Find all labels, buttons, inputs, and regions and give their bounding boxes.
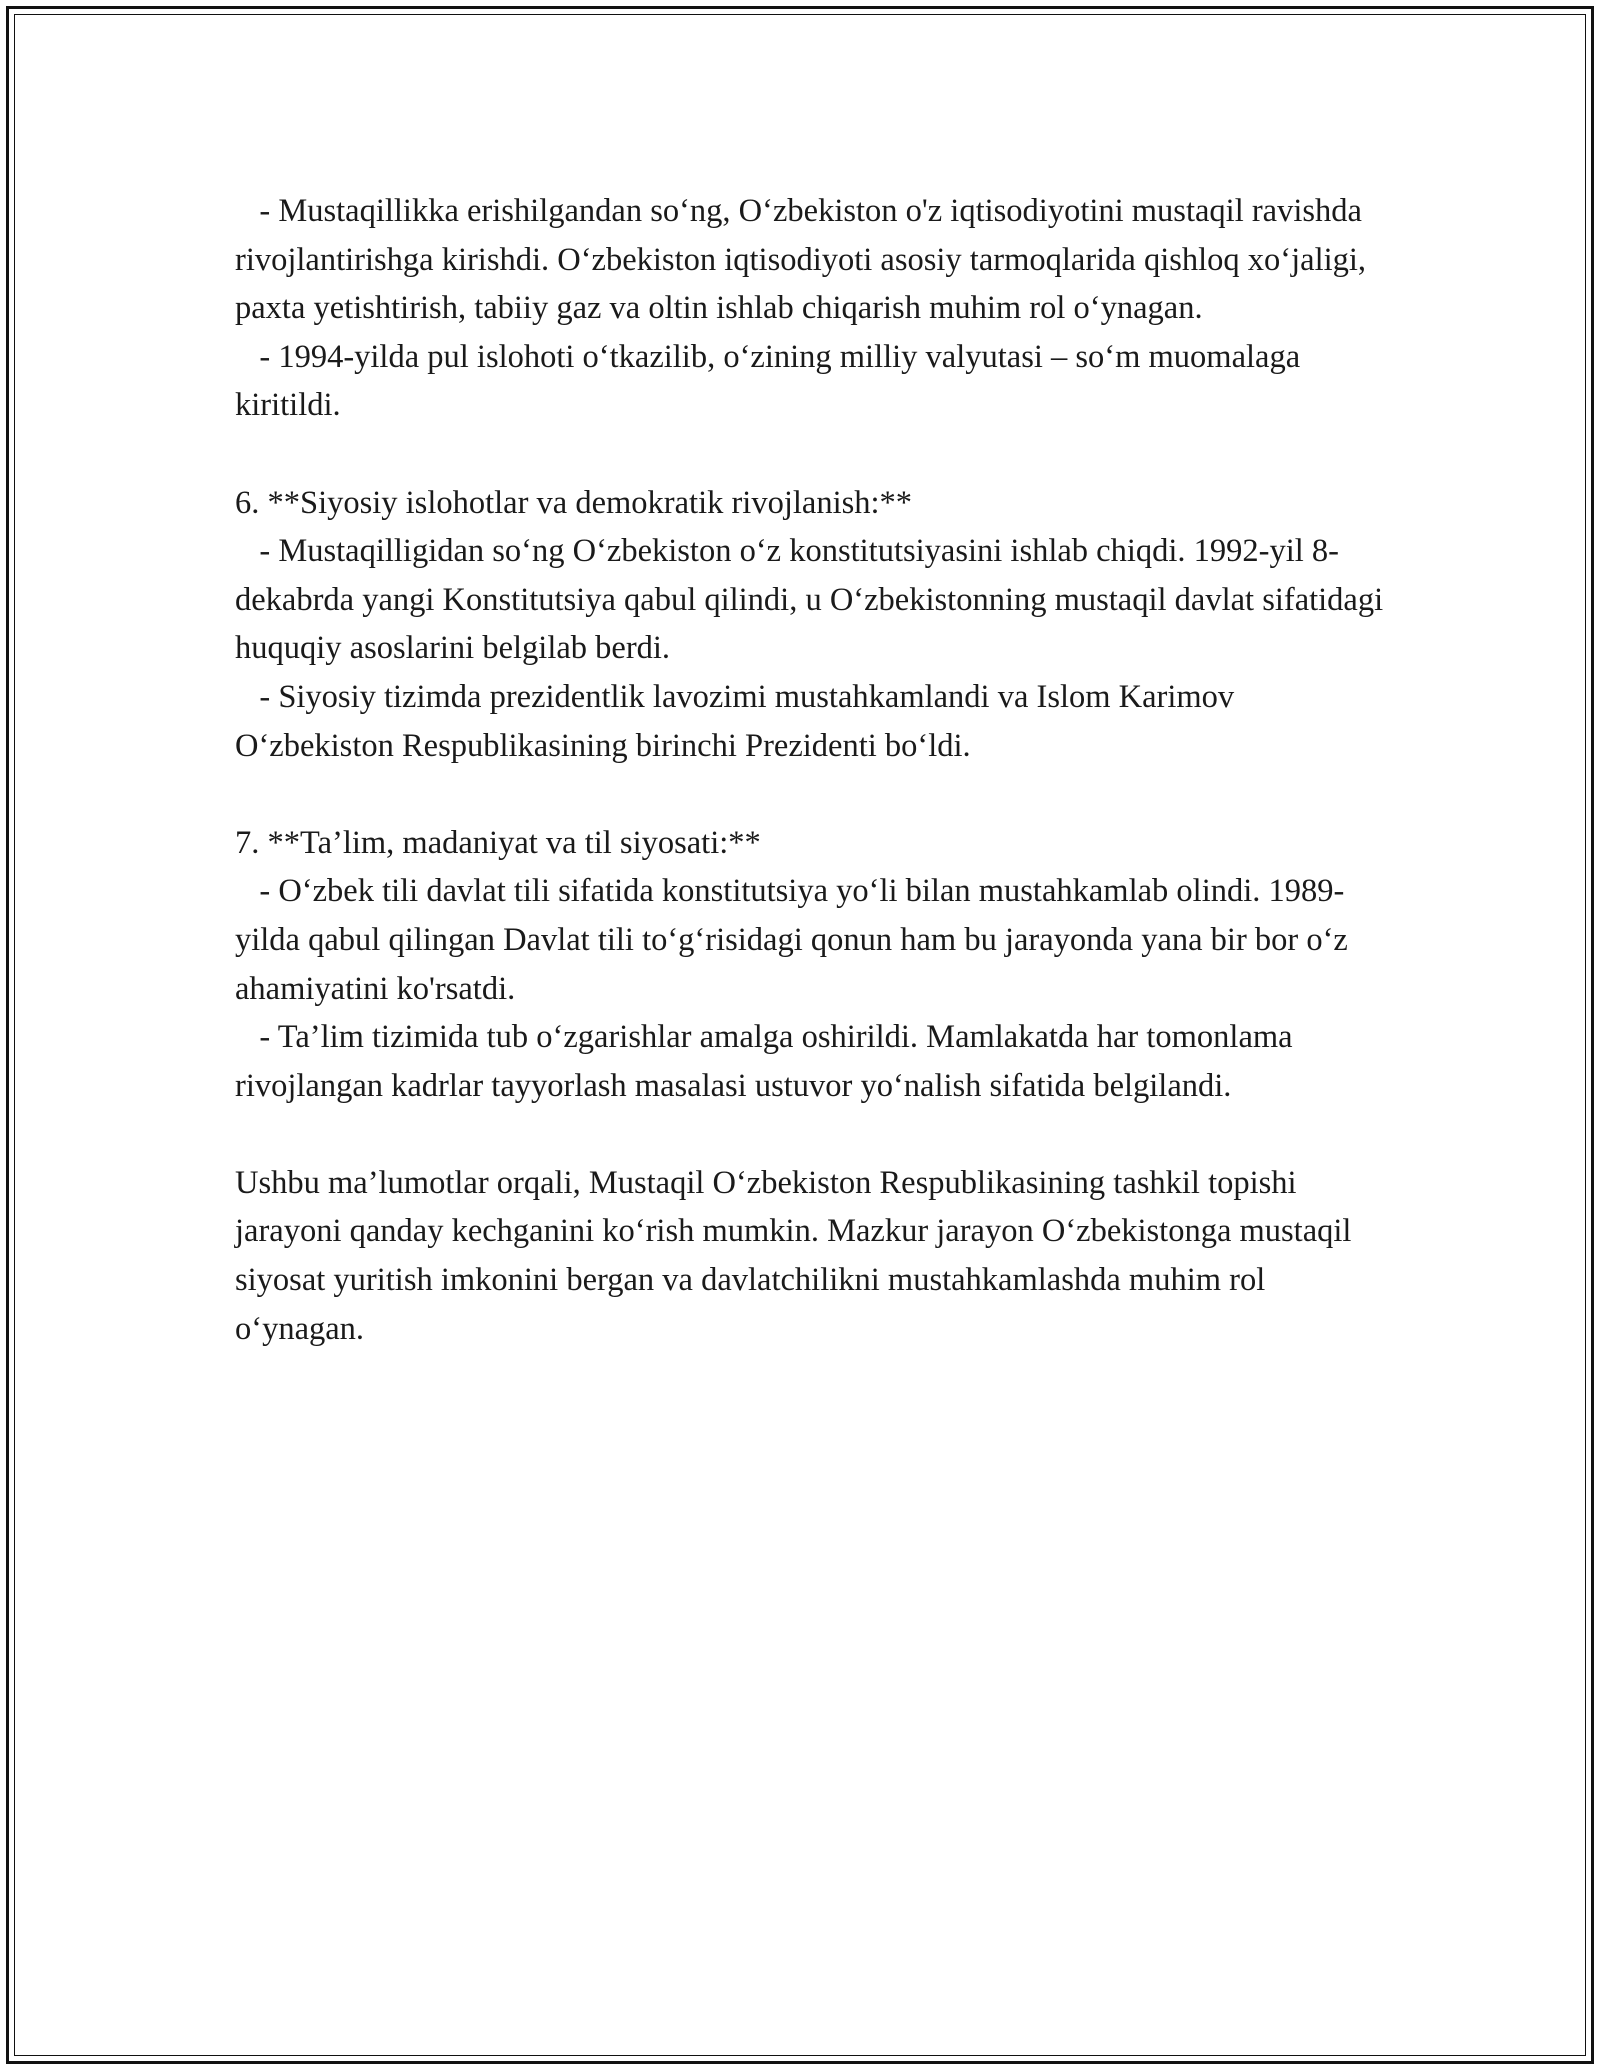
- bullet-economy-development: - Mustaqillikka erishilgandan so‘ng, O‘zbekiston o'z iqtisodiyotini mustaqil ravishda rivojlantirishga kirishdi. O‘zbekiston iqtisodiyoti asosiy tarmoqlarida qishloq xo‘jaligi, paxta yetishtirish, tabiiy gaz va oltin ishlab chiqarish muhim rol o‘ynagan.: [235, 193, 1375, 327]
- paragraph-gap: [235, 430, 1385, 479]
- document-body: [235, 187, 1392, 1353]
- section-6: [235, 479, 1392, 771]
- bullet-currency-reform: - 1994-yilda pul islohoti o‘tkazilib, o‘zining milliy valyutasi – so‘m muomalaga kiritildi.: [235, 338, 1309, 424]
- section-5-continuation: [235, 187, 1385, 430]
- section-7: [235, 819, 1385, 1111]
- bullet-constitution: - Mustaqilligidan so‘ng O‘zbekiston o‘z konstitutsiyasini ishlab chiqdi. 1992-yil 8-dekabrda yangi Konstitutsiya qabul qilindi, u O‘zbekistonning mustaqil davlat sifatidagi huquqiy asoslarini belgilab berdi.: [235, 533, 1392, 667]
- paragraph-gap: [235, 1110, 1385, 1159]
- bullet-state-language: - O‘zbek tili davlat tili sifatida konstitutsiya yo‘li bilan mustahkamlab olindi. 1989-yilda qabul qilingan Davlat tili to‘g‘risidagi qonun ham bu jarayonda yana bir bor o‘z ahamiyatini ko'rsatdi.: [235, 873, 1356, 1007]
- bullet-education-reform: - Ta’lim tizimida tub o‘zgarishlar amalga oshirildi. Mamlakatda har tomonlama rivojlangan kadrlar tayyorlash masalasi ustuvor yo‘nalish sifatida belgilandi.: [235, 1019, 1301, 1104]
- paragraph-gap: [235, 770, 1385, 819]
- section-7-heading: 7. **Ta’lim, madaniyat va til siyosati:**: [235, 824, 761, 861]
- section-6-heading: 6. **Siyosiy islohotlar va demokratik rivojlanish:**: [235, 484, 913, 521]
- conclusion-paragraph: Ushbu ma’lumotlar orqali, Mustaqil O‘zbekiston Respublikasining tashkil topishi jarayoni qanday kechganini ko‘rish mumkin. Mazkur jarayon O‘zbekistonga mustaqil siyosat yuritish imkonini bergan va davlatchilikni mustahkamlashda muhim rol o‘ynagan.: [235, 1164, 1360, 1347]
- bullet-presidency: - Siyosiy tizimda prezidentlik lavozimi mustahkamlandi va Islom Karimov O‘zbekiston Respublikasining birinchi Prezidenti bo‘ldi.: [235, 678, 1243, 764]
